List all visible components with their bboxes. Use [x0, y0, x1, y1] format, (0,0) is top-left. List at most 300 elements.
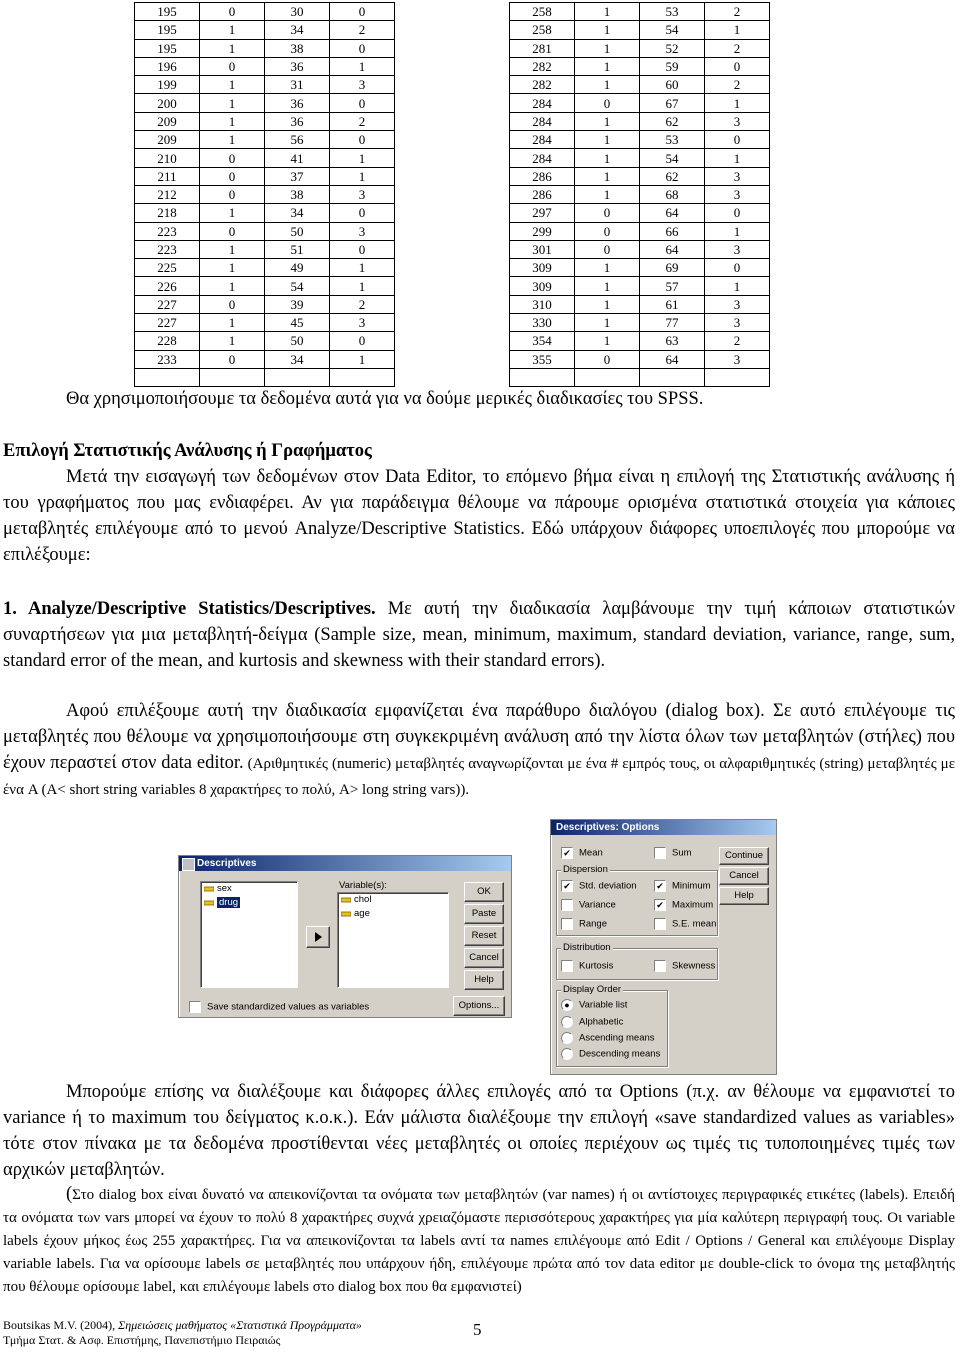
table-row: [135, 112, 395, 130]
reset-button[interactable]: Reset: [464, 926, 504, 946]
table-row: [510, 21, 770, 39]
table-row-empty: [510, 368, 770, 386]
table-cell: 68: [640, 185, 705, 203]
footer-course: Σημειώσεις μαθήματος «Στατιστικά Προγράμματα»: [118, 1318, 362, 1332]
table-cell: 56: [265, 131, 330, 149]
table-cell: 1: [705, 94, 770, 112]
table-cell: 3: [330, 185, 395, 203]
table-row: [510, 185, 770, 203]
table-cell: 1: [575, 39, 640, 57]
table-cell: 209: [135, 112, 200, 130]
source-var-label: drug: [219, 897, 239, 908]
table-cell: 209: [135, 131, 200, 149]
table-row: [510, 149, 770, 167]
options-button[interactable]: Options...: [453, 996, 505, 1016]
table-row: [135, 350, 395, 368]
table-row: [135, 131, 395, 149]
table-cell: 0: [330, 332, 395, 350]
table-row: [135, 332, 395, 350]
table-cell: 200: [135, 94, 200, 112]
table-cell: 2: [705, 332, 770, 350]
checkbox-box[interactable]: [561, 899, 573, 911]
descriptives-titlebar: [179, 856, 511, 871]
table-row: [510, 131, 770, 149]
table-cell: 1: [575, 21, 640, 39]
table-cell: 0: [330, 39, 395, 57]
table-cell: 210: [135, 149, 200, 167]
table-cell: 1: [200, 76, 265, 94]
table-cell: 0: [575, 204, 640, 222]
data-table-right: [509, 2, 770, 387]
checkbox-box[interactable]: [561, 960, 573, 972]
checkbox-box[interactable]: ✔: [654, 899, 666, 911]
table-row: [510, 76, 770, 94]
table-row: [135, 21, 395, 39]
page-number: 5: [473, 1320, 482, 1339]
table-row: [135, 3, 395, 21]
table-cell: 195: [135, 39, 200, 57]
table-cell: 2: [330, 295, 395, 313]
table-cell: 54: [640, 149, 705, 167]
variance-label: Variance: [579, 899, 616, 911]
table-cell: 1: [200, 39, 265, 57]
table-cell: 69: [640, 259, 705, 277]
table-cell: 2: [330, 21, 395, 39]
table-cell: 195: [135, 3, 200, 21]
table-cell: 301: [510, 240, 575, 258]
table-cell-empty: [200, 368, 265, 386]
table-cell: 284: [510, 112, 575, 130]
kurtosis-checkbox[interactable]: [561, 960, 613, 973]
table-row: [510, 39, 770, 57]
table-cell: 1: [575, 167, 640, 185]
table-cell-empty: [330, 368, 395, 386]
descending-means-label: Descending means: [579, 1048, 661, 1060]
table-cell: 227: [135, 295, 200, 313]
table-row: [510, 350, 770, 368]
sum-checkbox[interactable]: [654, 847, 692, 860]
table-row: [510, 112, 770, 130]
source-var-label: sex: [217, 883, 232, 894]
checkbox-box[interactable]: ✔: [654, 880, 666, 892]
alphabetic-radio[interactable]: [561, 1016, 623, 1029]
table-cell: 54: [265, 277, 330, 295]
table-cell: 1: [330, 277, 395, 295]
paragraph-4: [3, 1183, 955, 1299]
table-cell: 45: [265, 314, 330, 332]
table-cell: 38: [265, 39, 330, 57]
dispersion-label: Dispersion: [563, 864, 608, 875]
options-titlebar: Descriptives: Options: [551, 820, 776, 835]
table-cell: 0: [200, 295, 265, 313]
table-cell: 66: [640, 222, 705, 240]
table-cell: 218: [135, 204, 200, 222]
paragraph-2: [3, 698, 955, 802]
radio-dot[interactable]: [561, 1048, 573, 1060]
table-cell: 0: [705, 57, 770, 75]
options-dialog: [550, 819, 777, 1075]
data-table-left: [134, 2, 395, 387]
minimum-checkbox[interactable]: [654, 880, 711, 893]
table-row: [510, 240, 770, 258]
table-row: [135, 240, 395, 258]
table-cell: 2: [705, 76, 770, 94]
table-cell: 1: [200, 112, 265, 130]
table-cell: 3: [330, 76, 395, 94]
ruler-icon: [204, 898, 214, 908]
table-cell: 1: [705, 21, 770, 39]
footer-author: Boutsikas M.V. (2004),: [3, 1318, 119, 1332]
table-cell: 3: [330, 314, 395, 332]
table-cell: 2: [705, 39, 770, 57]
table-cell: 0: [705, 204, 770, 222]
table-cell: 3: [705, 185, 770, 203]
cancel-button[interactable]: Cancel: [464, 948, 504, 968]
table-cell: 34: [265, 21, 330, 39]
table-cell: 225: [135, 259, 200, 277]
source-variable-list[interactable]: [200, 881, 298, 988]
table-cell: 3: [705, 350, 770, 368]
item-1-title: 1. Analyze/Descriptive Statistics/Descriptives.: [3, 599, 376, 619]
table-cell: 1: [330, 350, 395, 368]
table-cell: 60: [640, 76, 705, 94]
table-cell: 1: [575, 259, 640, 277]
table-cell: 1: [575, 185, 640, 203]
table-row: [135, 185, 395, 203]
table-cell: 1: [705, 149, 770, 167]
table-cell: 63: [640, 332, 705, 350]
table-cell: 0: [705, 259, 770, 277]
paragraph-2-main: Αφού επιλέξουμε αυτή την διαδικασία εμφανίζεται ένα παράθυρο διαλόγου (dialog box). Σε αυτό επιλέγουμε τις μεταβλητές που θέλουμε να χρησιμοποιήσουμε στη συγκεκριμένη ανάλυση από την λίστα όλων των μεταβλητών (στήλες) που έχουν περαστεί στον data editor.: [3, 701, 955, 773]
table-cell: 36: [265, 112, 330, 130]
table-cell: 2: [705, 3, 770, 21]
table-row: [510, 295, 770, 313]
alphabetic-label: Alphabetic: [579, 1016, 624, 1028]
section-title: Επιλογή Στατιστικής Ανάλυσης ή Γραφήματος: [3, 441, 372, 461]
table-cell: 1: [575, 57, 640, 75]
paragraph-2-note: (Αριθμητικές (numeric) μεταβλητές αναγνωρίζονται με ένα # εμπρός τους, οι αλφαριθμητικές (string) μεταβλητές με ένα A (A< short string variables 8 χαρακτήρες το πολύ, A> long string vars)).: [3, 756, 956, 798]
table-cell: 0: [200, 3, 265, 21]
checkbox-box[interactable]: [654, 847, 666, 859]
table-cell: 77: [640, 314, 705, 332]
selected-var-age[interactable]: [338, 907, 448, 921]
descriptives-dialog: [178, 855, 512, 1018]
kurtosis-label: Kurtosis: [579, 960, 614, 972]
table-cell: 2: [330, 112, 395, 130]
table-row: [135, 39, 395, 57]
save-standardized-label: Save standardized values as variables: [207, 1001, 370, 1013]
ruler-icon: [341, 909, 351, 919]
table-cell: 284: [510, 131, 575, 149]
table-cell: 1: [575, 112, 640, 130]
checkbox-box[interactable]: [189, 1001, 201, 1013]
table-cell: 211: [135, 167, 200, 185]
ok-button[interactable]: OK: [464, 882, 504, 902]
skewness-checkbox[interactable]: [654, 960, 715, 973]
variable-list-label: Variable list: [579, 999, 628, 1011]
checkbox-box[interactable]: ✔: [561, 880, 573, 892]
table-cell: 53: [640, 131, 705, 149]
move-variable-button[interactable]: [306, 926, 330, 948]
table-row: [135, 259, 395, 277]
table-cell: 3: [705, 295, 770, 313]
table-cell: 3: [705, 240, 770, 258]
table-cell: 0: [200, 167, 265, 185]
table-row: [135, 57, 395, 75]
table-cell: 258: [510, 3, 575, 21]
table-cell: 1: [575, 332, 640, 350]
intro-text: Θα χρησιμοποιήσουμε τα δεδομένα αυτά για να δούμε μερικές διαδικασίες του SPSS.: [66, 389, 704, 409]
selected-var-label: chol: [354, 894, 372, 905]
table-row: [510, 332, 770, 350]
table-cell: 34: [265, 350, 330, 368]
table-cell: 30: [265, 3, 330, 21]
radio-dot[interactable]: ●: [561, 999, 573, 1011]
variables-label: Variable(s):: [339, 880, 387, 891]
maximum-label: Maximum: [672, 899, 714, 911]
window-icon: [182, 858, 195, 871]
table-cell: 67: [640, 94, 705, 112]
distribution-label: Distribution: [563, 942, 611, 953]
table-cell: 286: [510, 185, 575, 203]
table-cell: 1: [200, 21, 265, 39]
table-row: [510, 94, 770, 112]
ascending-means-label: Ascending means: [579, 1032, 655, 1044]
table-row: [510, 259, 770, 277]
table-row: [510, 167, 770, 185]
table-cell: 199: [135, 76, 200, 94]
table-cell: 1: [200, 94, 265, 112]
variable-list-radio[interactable]: [561, 999, 627, 1012]
table-row: [510, 314, 770, 332]
variance-checkbox[interactable]: [561, 899, 616, 912]
checkbox-box[interactable]: ✔: [561, 847, 573, 859]
range-label: Range: [579, 918, 607, 930]
table-row: [510, 57, 770, 75]
table-row: [135, 149, 395, 167]
footer-dept: Τμήμα Στατ. & Ασφ. Επιστήμης, Πανεπιστήμιο Πειραιώς: [3, 1333, 281, 1347]
skewness-label: Skewness: [672, 960, 716, 972]
table-cell: 281: [510, 39, 575, 57]
arrow-right-icon: [315, 932, 322, 942]
checkbox-box[interactable]: [561, 918, 573, 930]
selected-var-chol[interactable]: [338, 893, 448, 907]
table-cell: 1: [330, 167, 395, 185]
table-cell: 309: [510, 259, 575, 277]
table-cell: 64: [640, 204, 705, 222]
table-cell: 1: [200, 277, 265, 295]
table-cell: 309: [510, 277, 575, 295]
table-cell: 330: [510, 314, 575, 332]
table-row: [510, 3, 770, 21]
table-cell: 195: [135, 21, 200, 39]
table-row: [135, 94, 395, 112]
table-cell: 49: [265, 259, 330, 277]
ruler-icon: [204, 884, 214, 894]
table-cell: 31: [265, 76, 330, 94]
table-cell: 1: [330, 57, 395, 75]
table-cell: 1: [575, 131, 640, 149]
table-cell: 51: [265, 240, 330, 258]
options-cancel-button[interactable]: Cancel: [719, 867, 769, 885]
table-cell: 196: [135, 57, 200, 75]
table-cell: 53: [640, 3, 705, 21]
source-var-drug[interactable]: [201, 896, 297, 910]
table-cell: 284: [510, 149, 575, 167]
se-mean-label: S.E. mean: [672, 918, 717, 930]
table-cell-empty: [575, 368, 640, 386]
table-cell-empty: [510, 368, 575, 386]
range-checkbox[interactable]: [561, 918, 607, 931]
table-cell: 36: [265, 94, 330, 112]
table-cell: 0: [575, 240, 640, 258]
table-cell: 62: [640, 112, 705, 130]
table-cell: 233: [135, 350, 200, 368]
table-cell: 212: [135, 185, 200, 203]
radio-dot[interactable]: [561, 1016, 573, 1028]
radio-dot[interactable]: [561, 1032, 573, 1044]
ruler-icon: [341, 895, 351, 905]
continue-button[interactable]: Continue: [719, 847, 769, 865]
mean-checkbox[interactable]: [561, 847, 603, 860]
table-cell: 52: [640, 39, 705, 57]
table-cell: 1: [200, 131, 265, 149]
table-cell: 38: [265, 185, 330, 203]
table-row: [135, 204, 395, 222]
table-cell: 227: [135, 314, 200, 332]
table-row: [135, 277, 395, 295]
table-cell: 3: [330, 222, 395, 240]
table-cell-empty: [640, 368, 705, 386]
table-cell: 1: [575, 149, 640, 167]
table-cell: 1: [575, 295, 640, 313]
table-cell: 0: [200, 185, 265, 203]
table-cell: 0: [575, 222, 640, 240]
display-order-label: Display Order: [563, 984, 622, 995]
table-cell: 57: [640, 277, 705, 295]
table-cell: 223: [135, 240, 200, 258]
table-cell: 1: [200, 332, 265, 350]
table-cell: 1: [200, 204, 265, 222]
table-cell: 0: [200, 149, 265, 167]
table-cell: 36: [265, 57, 330, 75]
table-cell: 354: [510, 332, 575, 350]
table-cell: 50: [265, 222, 330, 240]
item-1-body: Με αυτή την διαδικασία λαμβάνουμε την τιμή κάποιων στατιστικών συναρτήσεων για μια μεταβλητή-δείγμα (Sample size, mean, minimum, maximum, standard deviation, variance, range, sum, standard error of the mean, and kurtosis and skewness with their standard errors).: [3, 599, 955, 671]
paragraph-3: Μπορούμε επίσης να διαλέξουμε και διάφορες άλλες επιλογές από τα Options (π.χ. αν θέλουμε να εμφανιστεί το variance ή το maximum του δείγματος κ.ο.κ.). Εάν μάλιστα διαλέξουμε την επιλογή «save standardized values as variables» τότε στον πίνακα με τα δεδομένα προστίθενται νέες μεταβλητές οι οποίες περιέχουν ως τιμές τις τυποποιημένες τιμές των αρχικών μεταβλητών.: [3, 1082, 955, 1180]
table-cell: 223: [135, 222, 200, 240]
selected-variable-list[interactable]: [337, 892, 449, 988]
table-cell: 50: [265, 332, 330, 350]
table-cell: 64: [640, 350, 705, 368]
table-cell: 37: [265, 167, 330, 185]
options-help-button[interactable]: Help: [719, 887, 769, 905]
table-cell-empty: [135, 368, 200, 386]
item-1: [3, 596, 955, 674]
ascending-means-radio[interactable]: [561, 1032, 655, 1045]
table-cell: 1: [575, 76, 640, 94]
footer-citation: [3, 1318, 362, 1348]
table-row-empty: [135, 368, 395, 386]
table-cell: 3: [705, 112, 770, 130]
table-cell: 0: [330, 94, 395, 112]
table-row: [135, 314, 395, 332]
table-cell: 1: [575, 314, 640, 332]
table-row: [510, 204, 770, 222]
table-cell: 258: [510, 21, 575, 39]
table-row: [135, 295, 395, 313]
table-cell: 0: [330, 3, 395, 21]
table-cell: 228: [135, 332, 200, 350]
table-cell: 1: [330, 259, 395, 277]
table-cell: 1: [330, 149, 395, 167]
table-cell-empty: [705, 368, 770, 386]
table-row: [510, 222, 770, 240]
table-cell: 54: [640, 21, 705, 39]
table-cell: 0: [575, 350, 640, 368]
paragraph-4-body: Στο dialog box είναι δυνατό να απεικονίζονται τα ονόματα των μεταβλητών (var names) ή οι αντίστοιχες περιγραφικές ετικέτες (labels). Επειδή τα ονόματα των vars μπορεί να έχουν το πολύ 8 χαρακτήρες συχνά χρειαζόμαστε περισσότερους χαρακτήρες για μία καλύτερη περιγραφή τους. Οι variable labels έχουν μήκος έως 255 χαρακτήρες. Για να απεικονίζονται τα labels αντί τα names επιλέγουμε από Edit / Options / General και επιλέγουμε Display variable labels. Για να ορίσουμε labels σε μεταβλητές που υπάρχουν ήδη, επιλέγουμε πρώτα από τον data editor με double-click το όνομα της μεταβλητής που θέλουμε ορίσουμε label, και επιλέγουμε labels στο dialog box που θα εμφανιστεί): [3, 1187, 955, 1295]
paste-button[interactable]: Paste: [464, 904, 504, 924]
table-row: [135, 76, 395, 94]
source-var-sex[interactable]: [201, 882, 297, 896]
table-cell: 0: [705, 131, 770, 149]
checkbox-box[interactable]: [654, 918, 666, 930]
paragraph-4-paren: (: [66, 1184, 73, 1204]
table-cell: 34: [265, 204, 330, 222]
table-cell-empty: [265, 368, 330, 386]
table-cell: 226: [135, 277, 200, 295]
table-cell: 1: [575, 277, 640, 295]
table-cell: 299: [510, 222, 575, 240]
save-standardized-checkbox[interactable]: [189, 1001, 369, 1014]
table-cell: 39: [265, 295, 330, 313]
table-cell: 0: [330, 204, 395, 222]
table-cell: 0: [330, 131, 395, 149]
table-cell: 310: [510, 295, 575, 313]
table-cell: 0: [200, 350, 265, 368]
table-cell: 355: [510, 350, 575, 368]
std-label: Std. deviation: [579, 880, 637, 892]
table-cell: 0: [330, 240, 395, 258]
table-cell: 0: [200, 222, 265, 240]
table-cell: 284: [510, 94, 575, 112]
maximum-checkbox[interactable]: [654, 899, 713, 912]
checkbox-box[interactable]: [654, 960, 666, 972]
table-cell: 41: [265, 149, 330, 167]
table-cell: 61: [640, 295, 705, 313]
table-cell: 282: [510, 57, 575, 75]
table-cell: 1: [705, 277, 770, 295]
table-cell: 0: [575, 94, 640, 112]
descending-means-radio[interactable]: [561, 1048, 660, 1061]
se-mean-checkbox[interactable]: [654, 918, 716, 931]
help-button[interactable]: Help: [464, 970, 504, 990]
table-row: [135, 222, 395, 240]
table-cell: 286: [510, 167, 575, 185]
table-cell: 1: [575, 3, 640, 21]
table-cell: 64: [640, 240, 705, 258]
table-cell: 1: [200, 240, 265, 258]
table-cell: 1: [200, 314, 265, 332]
sum-label: Sum: [672, 847, 692, 859]
table-cell: 3: [705, 167, 770, 185]
std-deviation-checkbox[interactable]: [561, 880, 637, 893]
table-cell: 1: [705, 222, 770, 240]
table-cell: 282: [510, 76, 575, 94]
table-row: [510, 277, 770, 295]
table-row: [135, 167, 395, 185]
paragraph-1: Μετά την εισαγωγή των δεδομένων στον Data Editor, το επόμενο βήμα είναι η επιλογή της Στατιστικής ανάλυσης ή του γραφήματος που μας ενδιαφέρει. Αν για παράδειγμα θέλουμε να πάρουμε ορισμένα στατιστικά στοιχεία για κάποιες μεταβλητές επιλέγουμε από το μενού Analyze/Descriptive Statistics. Εδώ υπάρχουν διάφορες υποεπιλογές που μπορούμε να επιλέξουμε:: [3, 467, 955, 565]
